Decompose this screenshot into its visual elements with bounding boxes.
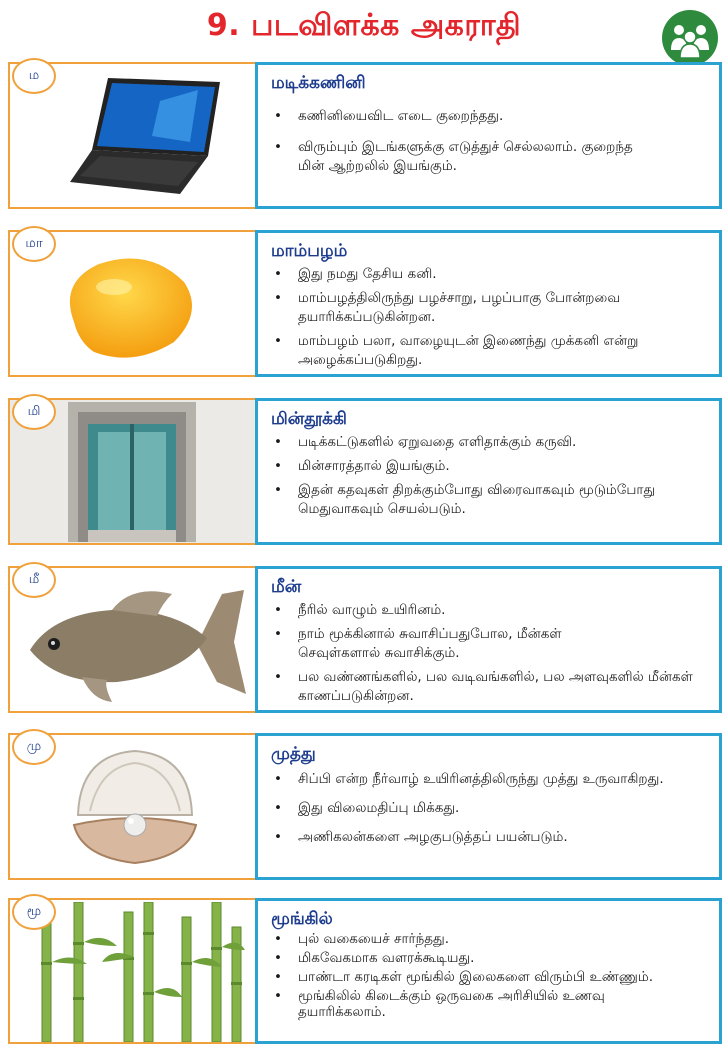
list-item: • அணிகலன்களை அழகுபடுத்தப் பயன்படும். xyxy=(268,828,709,847)
entry-pearl xyxy=(8,733,722,880)
entry-lift xyxy=(8,398,722,545)
bamboo-picture xyxy=(32,902,247,1042)
list-item: • சிப்பி என்ற நீர்வாழ் உயிரினத்திலிருந்து முத்து உருவாகிறது. xyxy=(268,770,709,789)
point-list xyxy=(268,265,709,375)
point-list xyxy=(268,601,709,711)
list-item: • கணினியைவிட எடை குறைந்தது. xyxy=(268,107,709,126)
description-panel xyxy=(255,398,722,545)
list-item: • விரும்பும் இடங்களுக்கு எடுத்துச் செல்லலாம். குறைந்த மின் ஆற்றலில் இயங்கும். xyxy=(268,138,709,176)
description-panel xyxy=(255,230,722,377)
point-list xyxy=(268,770,709,852)
entry-word: முத்து xyxy=(271,744,316,764)
letter-badge: மூ xyxy=(12,894,56,930)
letter-badge: மீ xyxy=(12,562,56,598)
point-list xyxy=(268,931,709,1020)
point-list xyxy=(268,433,709,524)
entry-laptop xyxy=(8,62,722,209)
list-item: • இது நமது தேசிய கனி. xyxy=(268,265,709,284)
letter-badge: ம xyxy=(12,58,56,94)
letter-badge: மு xyxy=(12,729,56,765)
lift-picture xyxy=(68,402,196,542)
group-activity-icon xyxy=(662,10,718,66)
list-item: • புல் வகையைச் சார்ந்தது. xyxy=(268,931,709,947)
list-item: • நீரில் வாழும் உயிரினம். xyxy=(268,601,709,620)
mango-picture xyxy=(54,252,204,362)
page-title: 9. படவிளக்க அகராதி xyxy=(206,8,522,43)
description-panel xyxy=(255,733,722,880)
entry-word: மீன் xyxy=(271,577,302,597)
entry-bamboo xyxy=(8,898,722,1044)
entry-word: மாம்பழம் xyxy=(271,241,348,261)
letter-badge: மி xyxy=(12,394,56,430)
list-item: • இதன் கதவுகள் திறக்கும்போது விரைவாகவும் மூடும்போது மெதுவாகவும் செயல்படும். xyxy=(268,481,709,519)
letter-badge: மா xyxy=(12,226,56,262)
point-list xyxy=(268,107,709,181)
list-item: • மூங்கிலில் கிடைக்கும் ஒருவகை அரிசியில் உணவு தயாரிக்கலாம். xyxy=(268,988,709,1020)
list-item: • மாம்பழம் பலா, வாழையுடன் இணைந்து முக்கனி என்று அழைக்கப்படுகிறது. xyxy=(268,332,709,370)
list-item: • மாம்பழத்திலிருந்து பழச்சாறு, பழப்பாகு போன்றவை தயாரிக்கப்படுகின்றன. xyxy=(268,289,709,327)
list-item: • பாண்டா கரடிகள் மூங்கில் இலைகளை விரும்பி உண்ணும். xyxy=(268,969,709,985)
pearl-shell-picture xyxy=(70,745,200,873)
list-item: • இது விலைமதிப்பு மிக்கது. xyxy=(268,799,709,818)
laptop-picture xyxy=(70,76,225,198)
fish-picture xyxy=(22,582,247,702)
description-panel xyxy=(255,898,722,1044)
entry-word: மூங்கில் xyxy=(271,909,333,929)
list-item: • பல வண்ணங்களில், பல வடிவங்களில், பல அளவுகளில் மீன்கள் காணப்படுகின்றன. xyxy=(268,668,709,706)
list-item: • படிக்கட்டுகளில் ஏறுவதை எளிதாக்கும் கருவி. xyxy=(268,433,709,452)
description-panel xyxy=(255,62,722,209)
list-item: • நாம் மூக்கினால் சுவாசிப்பதுபோல, மீன்கள் செவுள்களால் சுவாசிக்கும். xyxy=(268,625,709,663)
list-item: • மிகவேகமாக வளரக்கூடியது. xyxy=(268,950,709,966)
list-item: • மின்சாரத்தால் இயங்கும். xyxy=(268,457,709,476)
description-panel xyxy=(255,566,722,713)
entry-word: மடிக்கணினி xyxy=(271,73,366,93)
entry-word: மின்தூக்கி xyxy=(271,409,347,429)
entry-mango xyxy=(8,230,722,377)
entry-fish xyxy=(8,566,722,713)
